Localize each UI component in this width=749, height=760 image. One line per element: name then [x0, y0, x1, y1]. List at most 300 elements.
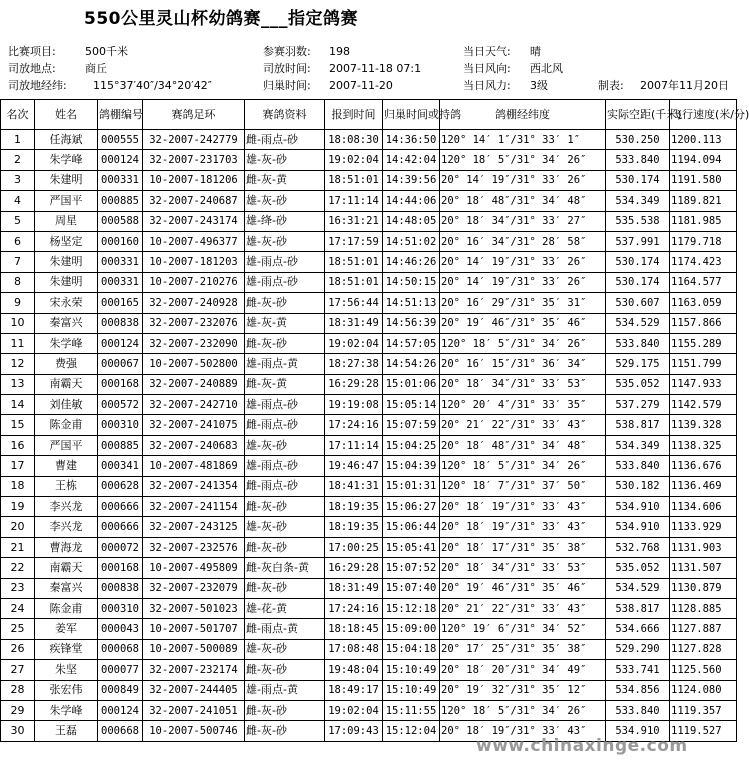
- cell-clock: 18:31:49: [325, 578, 383, 598]
- table-row: [1, 170, 737, 190]
- cell-ring: 10-2007-501707: [143, 619, 245, 639]
- cell-rank: 9: [1, 293, 35, 313]
- cell-return: 15:05:41: [383, 537, 440, 557]
- cell-clock: 18:31:49: [325, 313, 383, 333]
- cell-ring: 32-2007-240683: [143, 435, 245, 455]
- cell-speed: 1136.469: [670, 476, 737, 496]
- cell-name: 费强: [35, 354, 98, 374]
- cell-pigeon: 雄-花-黄: [245, 598, 325, 618]
- cell-loft: 000067: [98, 354, 143, 374]
- table-row: [1, 272, 737, 292]
- cell-distance: 532.768: [606, 537, 670, 557]
- cell-ring: 32-2007-232090: [143, 333, 245, 353]
- cell-coord: 20° 18′ 48″/31° 34′ 48″: [440, 435, 606, 455]
- cell-pigeon: 雌-灰-砂: [245, 537, 325, 557]
- cell-loft: 000124: [98, 333, 143, 353]
- cell-rank: 1: [1, 130, 35, 150]
- cell-return: 14:51:13: [383, 293, 440, 313]
- cell-clock: 16:31:21: [325, 211, 383, 231]
- table-row: [1, 435, 737, 455]
- header-distance: 实际空距(千米): [606, 100, 670, 130]
- cell-loft: 000838: [98, 578, 143, 598]
- header-clock: 报到时间: [325, 100, 383, 130]
- table-row: [1, 354, 737, 374]
- cell-pigeon: 雌-雨点-黄: [245, 619, 325, 639]
- cell-coord: 20° 16′ 15″/31° 36′ 34″: [440, 354, 606, 374]
- cell-name: 朱坚: [35, 660, 98, 680]
- cell-speed: 1139.328: [670, 415, 737, 435]
- cell-name: 朱学峰: [35, 700, 98, 720]
- watermark: www.chinaxinge.com: [476, 736, 688, 756]
- cell-name: 严国平: [35, 435, 98, 455]
- table-row: [1, 130, 737, 150]
- cell-coord: 20° 14′ 19″/31° 33′ 26″: [440, 272, 606, 292]
- wind-dir-label: 当日风向:: [463, 62, 511, 75]
- project-value: 500千米: [85, 45, 128, 58]
- cell-clock: 18:51:01: [325, 170, 383, 190]
- table-row: [1, 578, 737, 598]
- cell-clock: 18:41:31: [325, 476, 383, 496]
- cell-return: 15:10:49: [383, 660, 440, 680]
- cell-ring: 32-2007-244405: [143, 680, 245, 700]
- cell-clock: 18:08:30: [325, 130, 383, 150]
- cell-name: 王磊: [35, 721, 98, 741]
- cell-pigeon: 雌-雨点-砂: [245, 415, 325, 435]
- cell-distance: 537.279: [606, 395, 670, 415]
- entries-label: 参赛羽数:: [263, 45, 311, 58]
- cell-distance: 534.349: [606, 435, 670, 455]
- cell-pigeon: 雌-灰-黄: [245, 170, 325, 190]
- cell-clock: 18:51:01: [325, 272, 383, 292]
- cell-return: 14:46:26: [383, 252, 440, 272]
- cell-clock: 16:29:28: [325, 374, 383, 394]
- cell-rank: 4: [1, 191, 35, 211]
- results-table: [0, 99, 749, 742]
- cell-distance: 535.052: [606, 374, 670, 394]
- cell-distance: 534.910: [606, 497, 670, 517]
- cell-ring: 32-2007-241354: [143, 476, 245, 496]
- cell-coord: 20° 18′ 34″/31° 33′ 53″: [440, 374, 606, 394]
- cell-distance: 535.538: [606, 211, 670, 231]
- cell-rank: 27: [1, 660, 35, 680]
- cell-speed: 1127.887: [670, 619, 737, 639]
- cell-loft: 000588: [98, 211, 143, 231]
- cell-loft: 000885: [98, 191, 143, 211]
- cell-return: 14:39:56: [383, 170, 440, 190]
- cell-clock: 17:11:14: [325, 191, 383, 211]
- cell-speed: 1200.113: [670, 130, 737, 150]
- cell-pigeon: 雌-灰-砂: [245, 700, 325, 720]
- cell-return: 14:54:26: [383, 354, 440, 374]
- cell-pigeon: 雄-灰-黄: [245, 313, 325, 333]
- cell-coord: 120° 14′ 1″/31° 33′ 1″: [440, 130, 606, 150]
- cell-ring: 10-2007-502800: [143, 354, 245, 374]
- cell-distance: 534.529: [606, 578, 670, 598]
- cell-distance: 534.349: [606, 191, 670, 211]
- cell-name: 刘佳敏: [35, 395, 98, 415]
- cell-ring: 32-2007-243174: [143, 211, 245, 231]
- cell-coord: 20° 18′ 20″/31° 34′ 49″: [440, 660, 606, 680]
- cell-pigeon: 雄-灰-砂: [245, 231, 325, 251]
- cell-ring: 10-2007-181206: [143, 170, 245, 190]
- cell-clock: 17:17:59: [325, 231, 383, 251]
- cell-rank: 20: [1, 517, 35, 537]
- cell-speed: 1124.080: [670, 680, 737, 700]
- cell-pigeon: 雌-雨点-砂: [245, 476, 325, 496]
- cell-name: 朱建明: [35, 272, 98, 292]
- cell-return: 15:05:14: [383, 395, 440, 415]
- table-row: [1, 660, 737, 680]
- wind-force-label: 当日风力:: [463, 79, 511, 92]
- cell-return: 15:01:06: [383, 374, 440, 394]
- cell-coord: 20° 18′ 19″/31° 33′ 43″: [440, 721, 606, 741]
- cell-pigeon: 雄-雨点-黄: [245, 680, 325, 700]
- cell-distance: 534.910: [606, 517, 670, 537]
- table-row: [1, 150, 737, 170]
- cell-return: 14:44:06: [383, 191, 440, 211]
- cell-coord: 20° 14′ 19″/31° 33′ 26″: [440, 170, 606, 190]
- table-row: [1, 537, 737, 557]
- cell-coord: 20° 21′ 22″/31° 33′ 43″: [440, 415, 606, 435]
- cell-speed: 1157.866: [670, 313, 737, 333]
- table-row: [1, 680, 737, 700]
- cell-coord: 120° 18′ 7″/31° 37′ 50″: [440, 476, 606, 496]
- cell-rank: 28: [1, 680, 35, 700]
- cell-name: 朱学峰: [35, 333, 98, 353]
- cell-pigeon: 雌-雨点-砂: [245, 130, 325, 150]
- cell-distance: 533.840: [606, 333, 670, 353]
- cell-distance: 530.250: [606, 130, 670, 150]
- cell-pigeon: 雌-灰白条-黄: [245, 558, 325, 578]
- cell-name: 李兴龙: [35, 497, 98, 517]
- table-row: [1, 191, 737, 211]
- cell-clock: 17:08:48: [325, 639, 383, 659]
- cell-loft: 000168: [98, 374, 143, 394]
- cell-return: 14:36:50: [383, 130, 440, 150]
- cell-distance: 533.840: [606, 456, 670, 476]
- cell-clock: 17:56:44: [325, 293, 383, 313]
- cell-clock: 17:24:16: [325, 598, 383, 618]
- cell-speed: 1136.676: [670, 456, 737, 476]
- cell-loft: 000168: [98, 558, 143, 578]
- cell-distance: 534.529: [606, 313, 670, 333]
- cell-coord: 120° 20′ 4″/31° 33′ 35″: [440, 395, 606, 415]
- cell-clock: 19:02:04: [325, 150, 383, 170]
- cell-coord: 20° 18′ 19″/31° 33′ 43″: [440, 497, 606, 517]
- cell-pigeon: 雌-灰-砂: [245, 721, 325, 741]
- cell-loft: 000341: [98, 456, 143, 476]
- cell-clock: 18:51:01: [325, 252, 383, 272]
- cell-speed: 1174.423: [670, 252, 737, 272]
- cell-pigeon: 雄-雨点-砂: [245, 272, 325, 292]
- cell-loft: 000838: [98, 313, 143, 333]
- cell-ring: 32-2007-241154: [143, 497, 245, 517]
- made-value: 2007年11月20日: [640, 79, 729, 92]
- cell-rank: 3: [1, 170, 35, 190]
- release-coord-label: 司放地经纬:: [8, 79, 67, 92]
- cell-rank: 12: [1, 354, 35, 374]
- weather-value: 晴: [530, 45, 541, 58]
- cell-loft: 000124: [98, 150, 143, 170]
- table-row: [1, 211, 737, 231]
- cell-speed: 1128.885: [670, 598, 737, 618]
- cell-pigeon: 雌-灰-砂: [245, 660, 325, 680]
- release-time-label: 司放时间:: [263, 62, 311, 75]
- cell-name: 李兴龙: [35, 517, 98, 537]
- table-header-row: [1, 100, 737, 130]
- cell-pigeon: 雄-雨点-砂: [245, 252, 325, 272]
- cell-clock: 17:11:14: [325, 435, 383, 455]
- table-row: [1, 456, 737, 476]
- cell-return: 15:04:18: [383, 639, 440, 659]
- header-return: 归巢时间或持鸽: [383, 100, 440, 130]
- table-row: [1, 313, 737, 333]
- cell-speed: 1142.579: [670, 395, 737, 415]
- cell-loft: 000310: [98, 415, 143, 435]
- cell-rank: 23: [1, 578, 35, 598]
- cell-return: 15:06:44: [383, 517, 440, 537]
- cell-clock: 18:19:35: [325, 517, 383, 537]
- cell-clock: 19:46:47: [325, 456, 383, 476]
- cell-coord: 20° 16′ 34″/31° 28′ 58″: [440, 231, 606, 251]
- cell-name: 杨坚定: [35, 231, 98, 251]
- cell-return: 14:42:04: [383, 150, 440, 170]
- cell-speed: 1179.718: [670, 231, 737, 251]
- cell-distance: 533.840: [606, 150, 670, 170]
- cell-ring: 32-2007-501023: [143, 598, 245, 618]
- cell-loft: 000310: [98, 598, 143, 618]
- cell-rank: 18: [1, 476, 35, 496]
- cell-speed: 1119.527: [670, 721, 737, 741]
- cell-pigeon: 雌-灰-砂: [245, 578, 325, 598]
- cell-name: 秦富兴: [35, 313, 98, 333]
- cell-coord: 20° 19′ 32″/31° 35′ 12″: [440, 680, 606, 700]
- cell-rank: 30: [1, 721, 35, 741]
- wind-force-value: 3级: [530, 79, 548, 92]
- cell-distance: 529.290: [606, 639, 670, 659]
- cell-name: 陈金甫: [35, 598, 98, 618]
- wind-dir-value: 西北风: [530, 62, 563, 75]
- cell-loft: 000666: [98, 517, 143, 537]
- cell-loft: 000666: [98, 497, 143, 517]
- cell-coord: 120° 19′ 6″/31° 34′ 52″: [440, 619, 606, 639]
- return-time-value: 2007-11-20: [329, 79, 393, 92]
- cell-speed: 1155.289: [670, 333, 737, 353]
- table-body: [1, 130, 737, 742]
- table-row: [1, 619, 737, 639]
- cell-loft: 000072: [98, 537, 143, 557]
- cell-rank: 11: [1, 333, 35, 353]
- cell-distance: 530.174: [606, 252, 670, 272]
- cell-rank: 6: [1, 231, 35, 251]
- cell-clock: 16:29:28: [325, 558, 383, 578]
- cell-pigeon: 雄-灰-砂: [245, 150, 325, 170]
- release-time-value: 2007-11-18 07:1: [329, 62, 422, 75]
- header-name: 姓名: [35, 100, 98, 130]
- cell-rank: 29: [1, 700, 35, 720]
- cell-loft: 000165: [98, 293, 143, 313]
- cell-return: 15:10:49: [383, 680, 440, 700]
- cell-distance: 530.182: [606, 476, 670, 496]
- cell-speed: 1133.929: [670, 517, 737, 537]
- cell-speed: 1131.903: [670, 537, 737, 557]
- cell-clock: 19:19:08: [325, 395, 383, 415]
- cell-name: 曹建: [35, 456, 98, 476]
- cell-pigeon: 雄-灰-砂: [245, 639, 325, 659]
- cell-pigeon: 雌-灰-砂: [245, 333, 325, 353]
- cell-return: 15:12:04: [383, 721, 440, 741]
- cell-loft: 000331: [98, 272, 143, 292]
- cell-speed: 1194.094: [670, 150, 737, 170]
- cell-distance: 538.817: [606, 598, 670, 618]
- cell-rank: 2: [1, 150, 35, 170]
- cell-coord: 120° 18′ 5″/31° 34′ 26″: [440, 700, 606, 720]
- cell-loft: 000077: [98, 660, 143, 680]
- cell-distance: 530.607: [606, 293, 670, 313]
- cell-return: 15:07:40: [383, 578, 440, 598]
- cell-clock: 18:19:35: [325, 497, 383, 517]
- cell-pigeon: 雄-雨点-黄: [245, 354, 325, 374]
- cell-name: 陈金甫: [35, 415, 98, 435]
- cell-speed: 1163.059: [670, 293, 737, 313]
- cell-ring: 10-2007-496377: [143, 231, 245, 251]
- table-row: [1, 293, 737, 313]
- header-rank: 名次: [1, 100, 35, 130]
- cell-ring: 10-2007-495809: [143, 558, 245, 578]
- cell-ring: 32-2007-240928: [143, 293, 245, 313]
- table-row: [1, 639, 737, 659]
- cell-name: 曹海龙: [35, 537, 98, 557]
- cell-coord: 20° 19′ 46″/31° 35′ 46″: [440, 313, 606, 333]
- cell-speed: 1191.580: [670, 170, 737, 190]
- cell-coord: 20° 18′ 34″/31° 33′ 27″: [440, 211, 606, 231]
- cell-rank: 17: [1, 456, 35, 476]
- cell-speed: 1164.577: [670, 272, 737, 292]
- table-row: [1, 333, 737, 353]
- cell-distance: 533.840: [606, 700, 670, 720]
- cell-clock: 18:18:45: [325, 619, 383, 639]
- cell-loft: 000849: [98, 680, 143, 700]
- cell-clock: 17:00:25: [325, 537, 383, 557]
- cell-return: 15:04:25: [383, 435, 440, 455]
- cell-ring: 32-2007-241051: [143, 700, 245, 720]
- cell-clock: 17:24:16: [325, 415, 383, 435]
- release-place-label: 司放地点:: [8, 62, 56, 75]
- release-coord-value: 115°37′40″/34°20′42″: [93, 79, 212, 92]
- cell-return: 15:01:31: [383, 476, 440, 496]
- cell-rank: 5: [1, 211, 35, 231]
- cell-name: 朱建明: [35, 170, 98, 190]
- cell-ring: 10-2007-181203: [143, 252, 245, 272]
- cell-loft: 000331: [98, 170, 143, 190]
- cell-loft: 000331: [98, 252, 143, 272]
- cell-distance: 537.991: [606, 231, 670, 251]
- cell-loft: 000885: [98, 435, 143, 455]
- table-row: [1, 415, 737, 435]
- cell-coord: 20° 18′ 19″/31° 33′ 43″: [440, 517, 606, 537]
- cell-name: 南霸天: [35, 558, 98, 578]
- cell-name: 王栋: [35, 476, 98, 496]
- cell-clock: 19:02:04: [325, 700, 383, 720]
- cell-loft: 000572: [98, 395, 143, 415]
- cell-coord: 120° 18′ 5″/31° 34′ 26″: [440, 150, 606, 170]
- cell-ring: 32-2007-232076: [143, 313, 245, 333]
- cell-loft: 000043: [98, 619, 143, 639]
- cell-ring: 32-2007-240889: [143, 374, 245, 394]
- cell-rank: 8: [1, 272, 35, 292]
- cell-clock: 18:27:38: [325, 354, 383, 374]
- cell-distance: 535.052: [606, 558, 670, 578]
- cell-ring: 32-2007-240687: [143, 191, 245, 211]
- table-row: [1, 395, 737, 415]
- cell-ring: 32-2007-242710: [143, 395, 245, 415]
- cell-coord: 20° 21′ 22″/31° 33′ 43″: [440, 598, 606, 618]
- table-row: [1, 476, 737, 496]
- return-time-label: 归巢时间:: [263, 79, 311, 92]
- cell-distance: 534.910: [606, 721, 670, 741]
- cell-name: 疾锋堂: [35, 639, 98, 659]
- cell-coord: 20° 16′ 29″/31° 35′ 31″: [440, 293, 606, 313]
- cell-ring: 32-2007-232079: [143, 578, 245, 598]
- cell-return: 14:51:02: [383, 231, 440, 251]
- cell-ring: 32-2007-241075: [143, 415, 245, 435]
- cell-coord: 120° 18′ 5″/31° 34′ 26″: [440, 456, 606, 476]
- cell-name: 南霸天: [35, 374, 98, 394]
- cell-speed: 1138.325: [670, 435, 737, 455]
- cell-rank: 13: [1, 374, 35, 394]
- cell-ring: 10-2007-210276: [143, 272, 245, 292]
- cell-pigeon: 雄-绛-砂: [245, 211, 325, 231]
- cell-coord: 20° 18′ 17″/31° 35′ 38″: [440, 537, 606, 557]
- cell-name: 严国平: [35, 191, 98, 211]
- cell-rank: 26: [1, 639, 35, 659]
- cell-ring: 32-2007-232576: [143, 537, 245, 557]
- cell-ring: 10-2007-500089: [143, 639, 245, 659]
- cell-speed: 1127.828: [670, 639, 737, 659]
- cell-distance: 534.666: [606, 619, 670, 639]
- cell-rank: 10: [1, 313, 35, 333]
- cell-pigeon: 雌-灰-砂: [245, 497, 325, 517]
- cell-name: 宋永荣: [35, 293, 98, 313]
- cell-ring: 10-2007-481869: [143, 456, 245, 476]
- cell-name: 姜军: [35, 619, 98, 639]
- cell-pigeon: 雄-灰-砂: [245, 191, 325, 211]
- cell-rank: 22: [1, 558, 35, 578]
- table-row: [1, 374, 737, 394]
- cell-clock: 19:48:04: [325, 660, 383, 680]
- cell-ring: 10-2007-500746: [143, 721, 245, 741]
- cell-speed: 1134.606: [670, 497, 737, 517]
- header-loft: 鸽棚编号: [98, 100, 143, 130]
- cell-rank: 14: [1, 395, 35, 415]
- cell-coord: 20° 18′ 48″/31° 34′ 48″: [440, 191, 606, 211]
- cell-rank: 24: [1, 598, 35, 618]
- cell-distance: 533.741: [606, 660, 670, 680]
- cell-distance: 538.817: [606, 415, 670, 435]
- cell-ring: 32-2007-242779: [143, 130, 245, 150]
- cell-ring: 32-2007-243125: [143, 517, 245, 537]
- cell-speed: 1151.799: [670, 354, 737, 374]
- cell-coord: 20° 19′ 46″/31° 35′ 46″: [440, 578, 606, 598]
- page-title: 550公里灵山杯幼鸽赛___指定鸽赛: [84, 9, 358, 29]
- cell-loft: 000068: [98, 639, 143, 659]
- cell-name: 秦富兴: [35, 578, 98, 598]
- cell-pigeon: 雄-灰-砂: [245, 435, 325, 455]
- cell-pigeon: 雄-雨点-砂: [245, 395, 325, 415]
- header-ring: 赛鸽足环: [143, 100, 245, 130]
- cell-speed: 1181.985: [670, 211, 737, 231]
- cell-speed: 1147.933: [670, 374, 737, 394]
